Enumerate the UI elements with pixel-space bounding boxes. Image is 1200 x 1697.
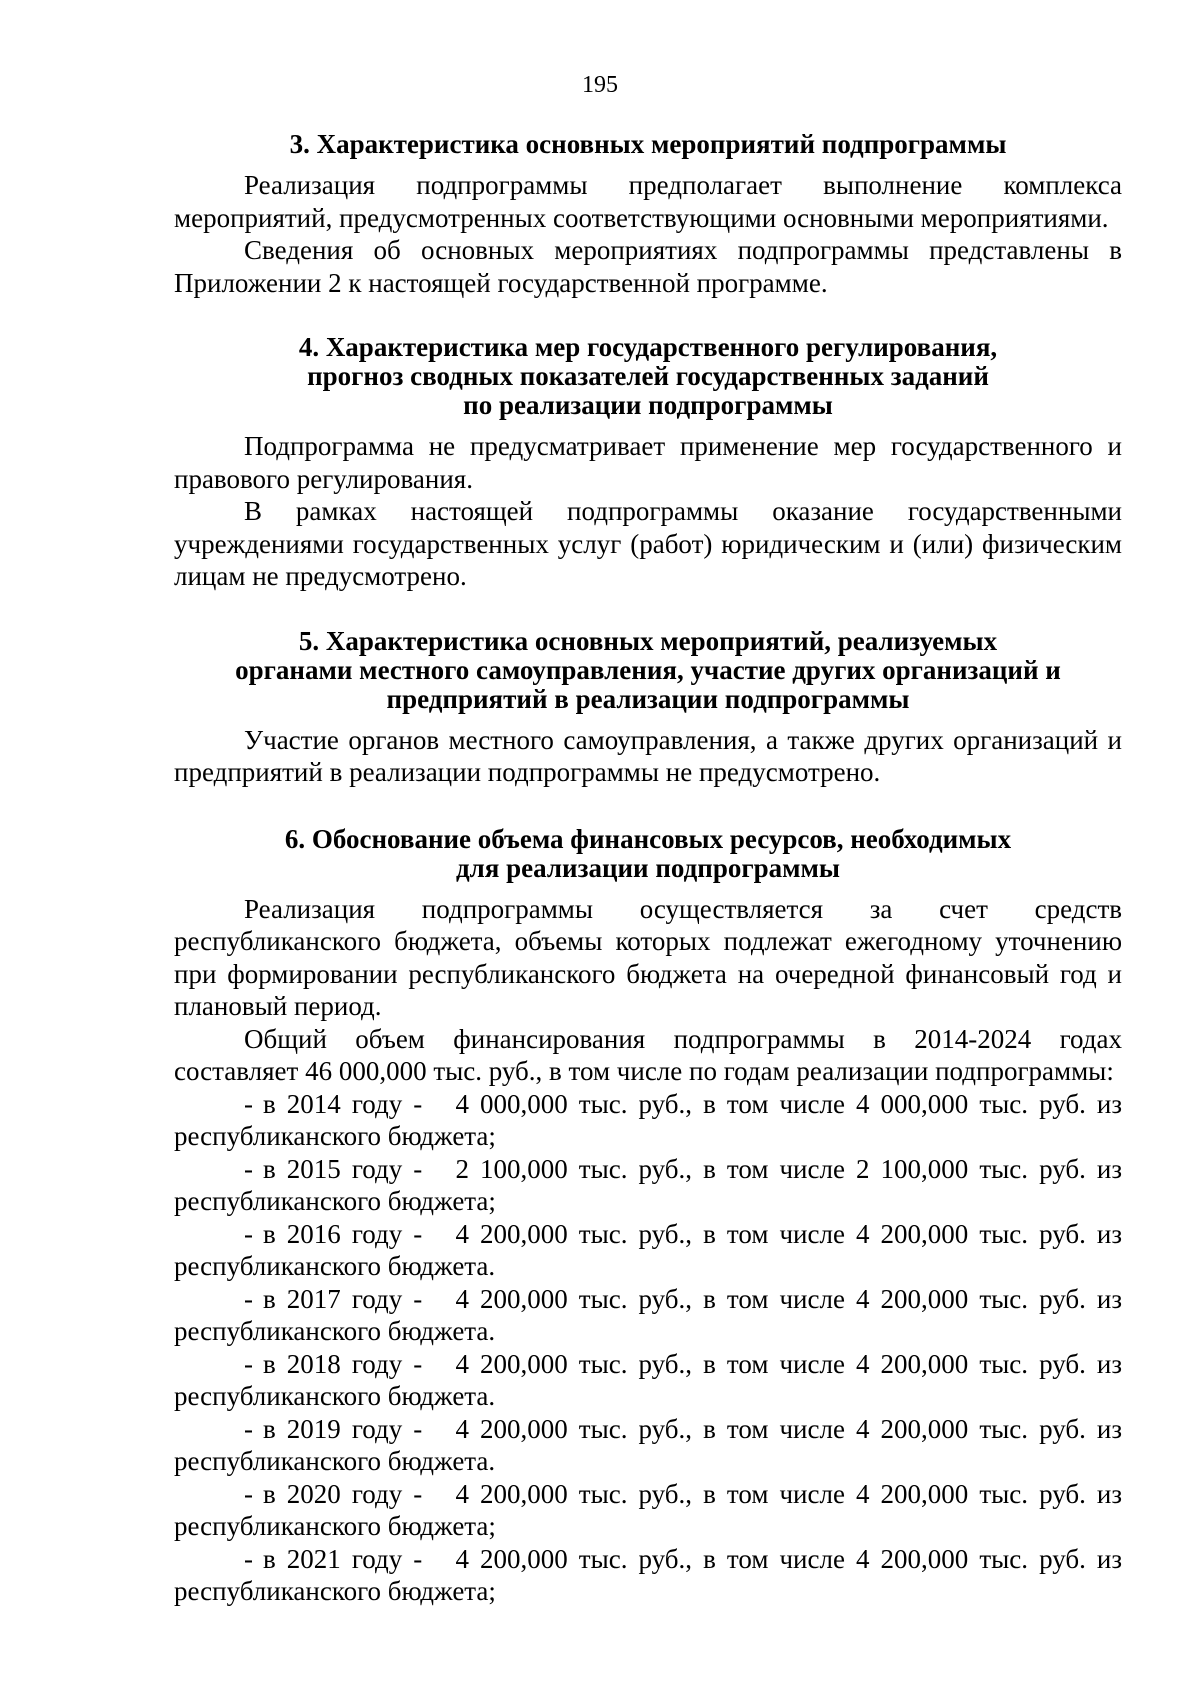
section-heading (174, 627, 1122, 714)
heading-line: прогноз сводных показателей государственных заданий (307, 361, 989, 391)
funding-year: в 2020 году - (263, 1478, 423, 1509)
funding-amount: 4 200,000 тыс. руб., в том числе 4 200,000 тыс. руб. из республиканского бюджета; (174, 1478, 1123, 1541)
document-body (174, 130, 1122, 1608)
funding-year: в 2018 году - (263, 1348, 423, 1379)
page-number: 195 (582, 72, 618, 98)
section-4 (174, 333, 1122, 593)
paragraph: Подпрограмма не предусматривает применение мер государственного и правового регулирования. (174, 431, 1122, 494)
list-dash: - (244, 1283, 253, 1314)
funding-amount: 2 100,000 тыс. руб., в том числе 2 100,000 тыс. руб. из республиканского бюджета; (174, 1153, 1123, 1216)
funding-amount: 4 200,000 тыс. руб., в том числе 4 200,000 тыс. руб. из республиканского бюджета. (174, 1218, 1123, 1281)
funding-list-item (174, 1088, 1122, 1153)
section-5 (174, 627, 1122, 789)
paragraph: Участие органов местного самоуправления, а также других организаций и предприятий в реализации подпрограммы не предусмотрено. (174, 724, 1122, 787)
funding-amount: 4 000,000 тыс. руб., в том числе 4 000,000 тыс. руб. из республиканского бюджета; (174, 1088, 1123, 1151)
section-heading (174, 825, 1122, 883)
paragraph: Сведения об основных мероприятиях подпрограммы представлены в Приложении 2 к настоящей государственной программе. (174, 235, 1122, 298)
funding-list-item (174, 1348, 1122, 1413)
list-dash: - (244, 1153, 253, 1184)
list-dash: - (244, 1218, 253, 1249)
funding-amount: 4 200,000 тыс. руб., в том числе 4 200,000 тыс. руб. из республиканского бюджета; (174, 1543, 1123, 1606)
heading-line: для реализации подпрограммы (455, 852, 841, 883)
paragraph: В рамках настоящей подпрограммы оказание государственными учреждениями государственных услуг (работ) юридическим и (или) физическим лицам не предусмотрено. (174, 496, 1122, 591)
funding-list-item (174, 1413, 1122, 1478)
funding-list-item (174, 1478, 1122, 1543)
funding-amount: 4 200,000 тыс. руб., в том числе 4 200,000 тыс. руб. из республиканского бюджета. (174, 1348, 1123, 1411)
funding-amount: 4 200,000 тыс. руб., в том числе 4 200,000 тыс. руб. из республиканского бюджета. (174, 1283, 1123, 1346)
paragraph: Реализация подпрограммы предполагает выполнение комплекса мероприятий, предусмотренных соответствующими основными мероприятиями. (174, 170, 1122, 233)
section-6 (174, 825, 1122, 1608)
heading-line: 6. Обоснование объема финансовых ресурсов, необходимых (284, 823, 1012, 854)
section-heading: 3. Характеристика основных мероприятий подпрограммы (289, 129, 1007, 159)
heading-line: 5. Характеристика основных мероприятий, реализуемых (298, 625, 998, 656)
paragraph: Общий объем финансирования подпрограммы в 2014-2024 годах составляет 46 000,000 тыс. руб., в том числе по годам реализации подпрограммы: (174, 1023, 1122, 1086)
heading-line: органами местного самоуправления, участие других организаций и (235, 654, 1061, 685)
funding-year: в 2017 году - (263, 1283, 423, 1314)
funding-list-item (174, 1218, 1122, 1283)
funding-year: в 2021 году - (263, 1543, 423, 1574)
section-heading (174, 333, 1122, 420)
section-3 (174, 130, 1122, 299)
list-dash: - (244, 1543, 253, 1574)
list-dash: - (244, 1348, 253, 1379)
list-dash: - (244, 1088, 253, 1119)
funding-list-item (174, 1153, 1122, 1218)
list-dash: - (244, 1478, 253, 1509)
funding-list-item (174, 1543, 1122, 1608)
list-dash: - (244, 1413, 253, 1444)
funding-list-item (174, 1283, 1122, 1348)
funding-year: в 2019 году - (263, 1413, 423, 1444)
funding-amount: 4 200,000 тыс. руб., в том числе 4 200,000 тыс. руб. из республиканского бюджета. (174, 1413, 1123, 1476)
heading-line: по реализации подпрограммы (463, 390, 833, 420)
funding-year: в 2014 году - (263, 1088, 423, 1119)
funding-year: в 2016 году - (263, 1218, 423, 1249)
paragraph: Реализация подпрограммы осуществляется за счет средств республиканского бюджета, объемы которых подлежат ежегодному уточнению при формировании республиканского бюджета на очередной финансовый год и плановый период. (174, 893, 1122, 1021)
heading-line: 4. Характеристика мер государственного регулирования, (298, 332, 998, 362)
heading-line: предприятий в реализации подпрограммы (386, 683, 910, 714)
funding-year: в 2015 году - (263, 1153, 423, 1184)
